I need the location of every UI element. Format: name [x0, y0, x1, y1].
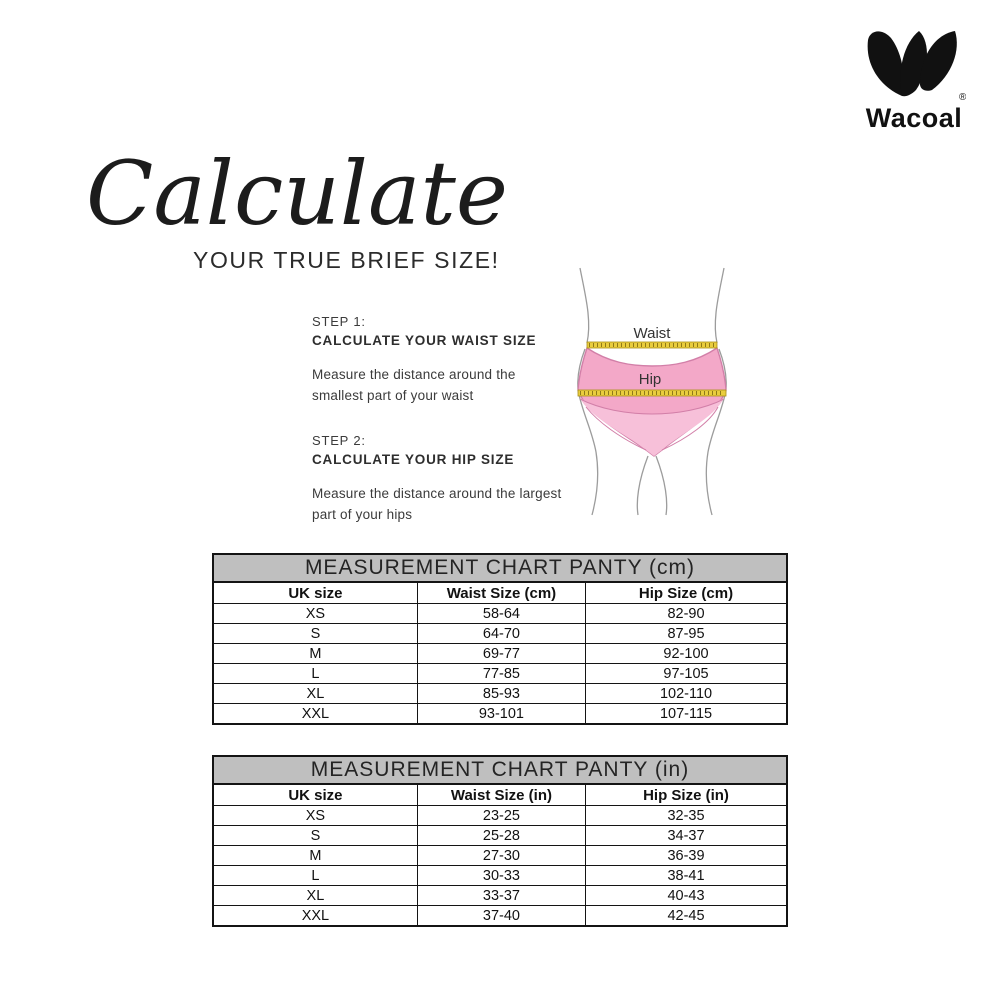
waist-label: Waist: [633, 325, 671, 342]
measurement-table-in: [212, 755, 788, 927]
table-row: [213, 664, 787, 684]
table-cell: 32-35: [586, 806, 787, 826]
hip-label: Hip: [638, 371, 662, 388]
table-cell: 64-70: [417, 624, 585, 644]
column-header: UK size: [213, 784, 417, 806]
table-cell: 82-90: [586, 604, 787, 624]
table-cell: 85-93: [417, 684, 585, 704]
table-row: [213, 644, 787, 664]
step-description: Measure the distance around the smallest part of your waist: [312, 367, 516, 403]
table-row: [213, 826, 787, 846]
table-cell: XL: [213, 886, 417, 906]
column-header: UK size: [213, 582, 417, 604]
table-cell: 33-37: [417, 886, 585, 906]
table-cell: 97-105: [586, 664, 787, 684]
table-title: MEASUREMENT CHART PANTY (in): [213, 756, 787, 784]
table-row: [213, 806, 787, 826]
table-cell: 69-77: [417, 644, 585, 664]
waist-tape: [587, 342, 717, 348]
step-label: STEP 2:: [312, 432, 366, 448]
table-cell: 77-85: [417, 664, 585, 684]
table-cell: S: [213, 826, 417, 846]
step-1: [312, 314, 564, 407]
body-measurement-illustration: [550, 262, 760, 518]
column-header-row: [213, 582, 787, 604]
table-cell: 36-39: [586, 846, 787, 866]
table-cell: L: [213, 664, 417, 684]
table-cell: 92-100: [586, 644, 787, 664]
table-row: [213, 684, 787, 704]
column-header: Hip Size (in): [586, 784, 787, 806]
table-cell: 30-33: [417, 866, 585, 886]
table-cell: 27-30: [417, 846, 585, 866]
table-title-row: [213, 554, 787, 582]
table-row: [213, 604, 787, 624]
table-cell: M: [213, 846, 417, 866]
table-cell: 87-95: [586, 624, 787, 644]
wacoal-logo: [852, 24, 976, 134]
table-row: [213, 866, 787, 886]
step-2: [312, 433, 564, 526]
measurement-table-cm: [212, 553, 788, 725]
hip-tape: [578, 390, 726, 396]
table-title: MEASUREMENT CHART PANTY (cm): [213, 554, 787, 582]
wacoal-logo-icon: [862, 24, 966, 102]
table-row: [213, 846, 787, 866]
table-cell: 34-37: [586, 826, 787, 846]
table-row: [213, 624, 787, 644]
table-cell: 38-41: [586, 866, 787, 886]
step-description: Measure the distance around the largest part of your hips: [312, 485, 562, 522]
step-title: CALCULATE YOUR WAIST SIZE: [312, 333, 537, 348]
table-cell: 58-64: [417, 604, 585, 624]
column-header: Waist Size (in): [417, 784, 585, 806]
table-cell: 23-25: [417, 806, 585, 826]
wacoal-logo-text: Wacoal: [865, 103, 963, 133]
table-title-row: [213, 756, 787, 784]
table-row: [213, 704, 787, 725]
table-cell: XS: [213, 604, 417, 624]
table-cell: 37-40: [417, 906, 585, 927]
column-header: Waist Size (cm): [417, 582, 585, 604]
column-header: Hip Size (cm): [586, 582, 787, 604]
table-cell: XS: [213, 806, 417, 826]
table-cell: 102-110: [586, 684, 787, 704]
calculate-heading: Calculate: [86, 142, 508, 245]
step-label: STEP 1:: [312, 314, 366, 329]
measurement-steps: [312, 314, 564, 552]
table-cell: XXL: [213, 704, 417, 725]
registered-trademark: ®: [959, 92, 966, 102]
table-cell: 42-45: [586, 906, 787, 927]
table-cell: 93-101: [417, 704, 585, 725]
table-cell: M: [213, 644, 417, 664]
table-row: [213, 886, 787, 906]
step-title: CALCULATE YOUR HIP SIZE: [312, 451, 515, 467]
table-cell: 40-43: [586, 886, 787, 906]
table-cell: 107-115: [586, 704, 787, 725]
table-cell: 25-28: [417, 826, 585, 846]
subtitle: YOUR TRUE BRIEF SIZE!: [193, 247, 500, 273]
table-cell: XXL: [213, 906, 417, 927]
table-cell: S: [213, 624, 417, 644]
table-row: [213, 906, 787, 927]
table-cell: XL: [213, 684, 417, 704]
table-cell: L: [213, 866, 417, 886]
column-header-row: [213, 784, 787, 806]
